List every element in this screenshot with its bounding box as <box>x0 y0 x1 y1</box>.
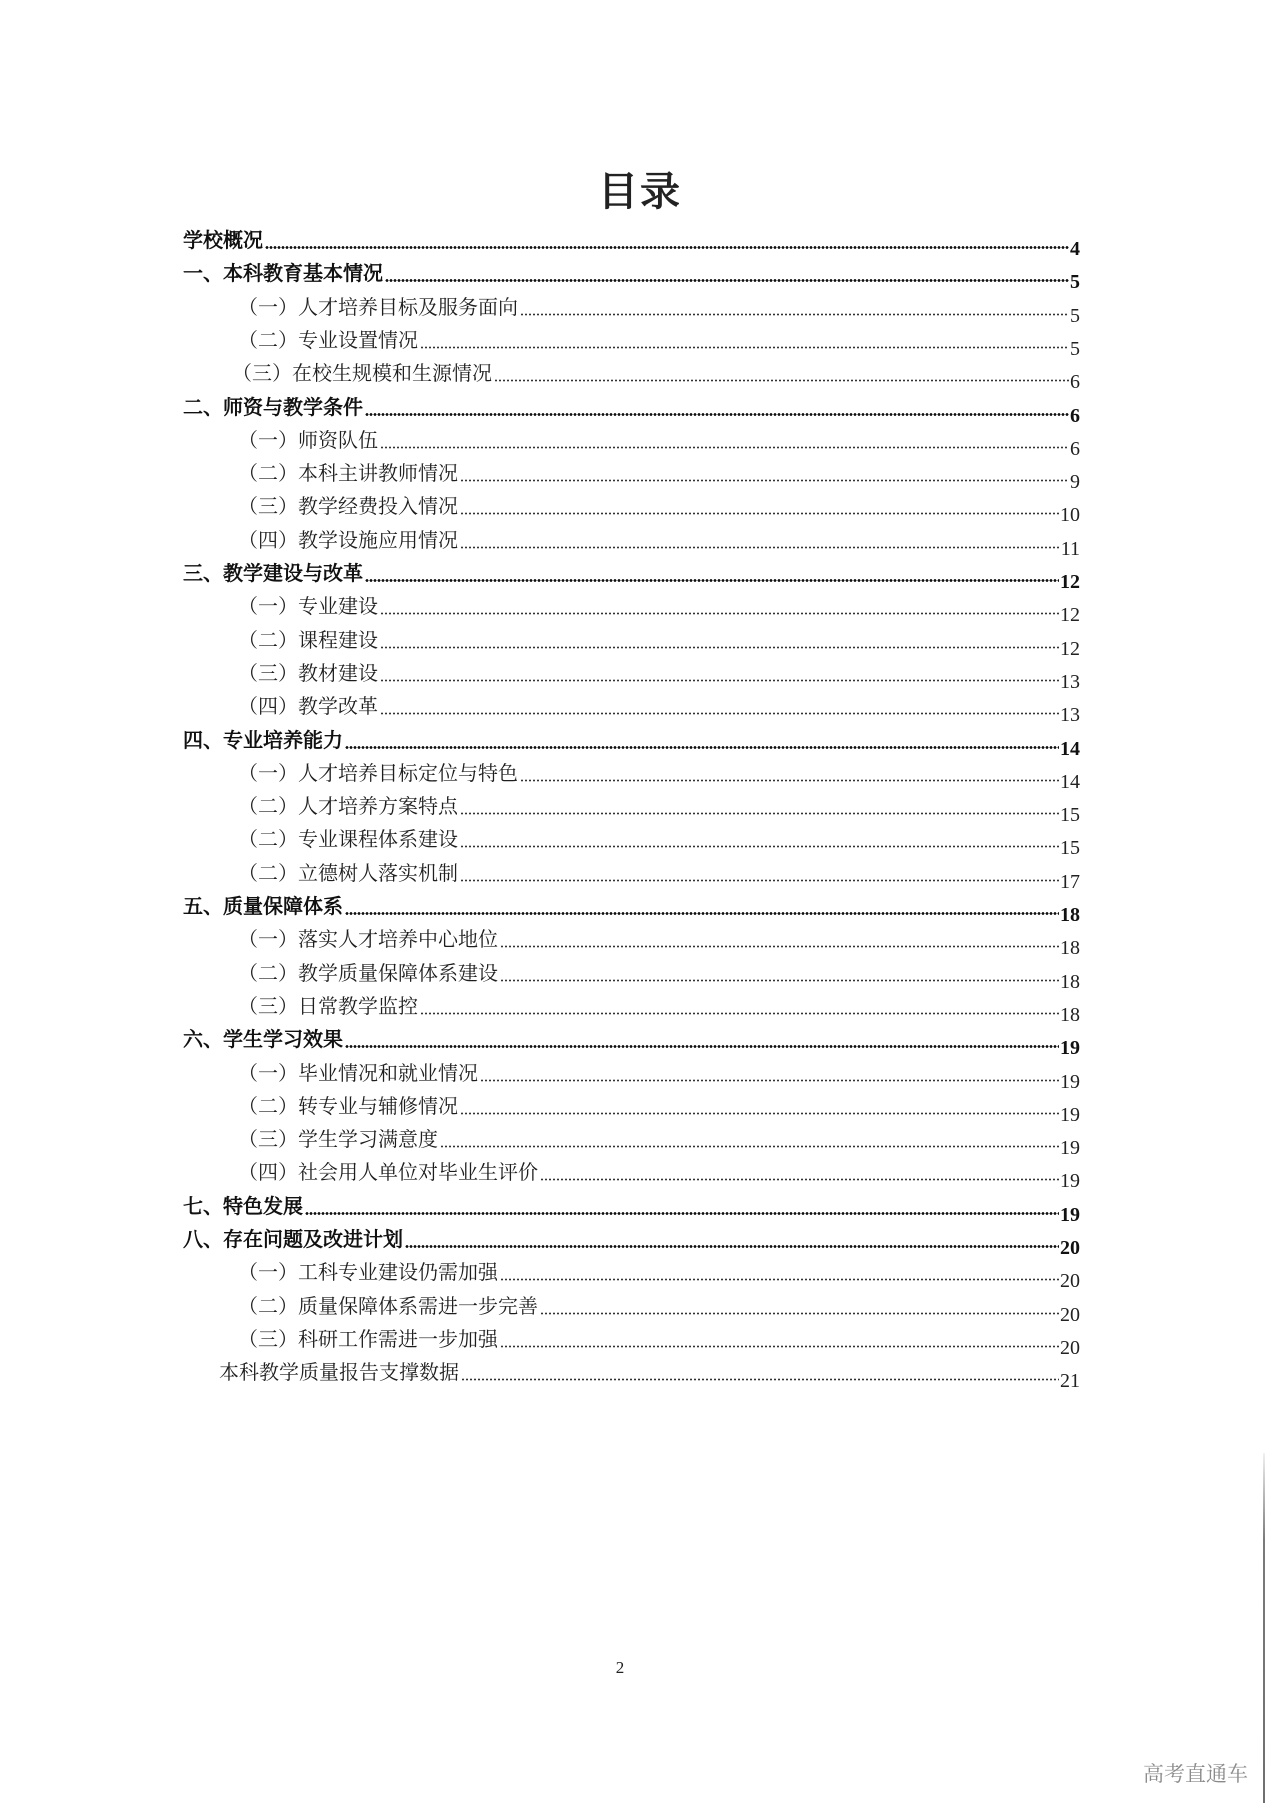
toc-entry-label: 本科教学质量报告支撑数据 <box>219 1360 459 1385</box>
toc-entry[interactable] <box>238 424 1080 460</box>
toc-entry-page: 13 <box>1060 670 1080 693</box>
toc-entry-page: 9 <box>1070 471 1080 494</box>
toc-entry-page: 4 <box>1070 238 1080 260</box>
dot-leader <box>460 879 1059 882</box>
dot-leader <box>405 1245 1059 1248</box>
toc-entry-page: 19 <box>1060 1070 1080 1093</box>
toc-entry[interactable] <box>183 557 1080 593</box>
toc-entry[interactable] <box>183 724 1080 760</box>
toc-entry-page: 18 <box>1060 1003 1080 1026</box>
dot-leader <box>460 845 1059 848</box>
toc-entry-page: 17 <box>1060 870 1080 893</box>
toc-entry-label: 二、师资与教学条件 <box>183 394 363 419</box>
toc-entry[interactable] <box>238 1290 1080 1326</box>
scan-edge-line <box>1263 1453 1265 1803</box>
toc-entry[interactable] <box>183 391 1080 427</box>
dot-leader <box>540 1312 1059 1315</box>
dot-leader <box>460 1112 1059 1115</box>
toc-entry-page: 19 <box>1060 1203 1080 1226</box>
dot-leader <box>265 246 1069 249</box>
toc-entry-label: 七、特色发展 <box>183 1193 303 1218</box>
toc-entry-page: 12 <box>1060 637 1080 660</box>
toc-entry-page: 20 <box>1060 1336 1080 1359</box>
watermark: 高考直通车 <box>1143 1762 1248 1786</box>
toc-entry-label: （三）日常教学监控 <box>238 993 418 1018</box>
toc-entry[interactable] <box>238 823 1080 860</box>
dot-leader <box>494 379 1069 382</box>
toc-entry-page: 15 <box>1060 837 1080 860</box>
toc-entry[interactable] <box>219 1356 1080 1393</box>
toc-entry[interactable] <box>238 1323 1080 1359</box>
toc-entry-label: （二）人才培养方案特点 <box>238 794 458 819</box>
dot-leader <box>345 746 1059 749</box>
dot-leader <box>460 812 1059 815</box>
toc-entry-page: 19 <box>1060 1103 1080 1126</box>
toc-entry[interactable] <box>238 1057 1080 1093</box>
toc-entry[interactable] <box>183 1190 1080 1226</box>
toc-entry-page: 20 <box>1060 1237 1080 1259</box>
toc-entry[interactable] <box>183 257 1080 294</box>
toc-entry-page: 19 <box>1060 1170 1080 1193</box>
toc-entry-page: 5 <box>1070 271 1080 294</box>
toc-entry[interactable] <box>238 590 1080 627</box>
toc-entry-label: （三）教学经费投入情况 <box>238 494 458 519</box>
dot-leader <box>500 1345 1059 1348</box>
toc-entry-page: 11 <box>1060 537 1080 560</box>
toc-entry[interactable] <box>238 690 1080 727</box>
dot-leader <box>365 579 1059 582</box>
toc-entry-label: 学校概况 <box>183 228 263 252</box>
toc-entry[interactable] <box>238 624 1080 660</box>
toc-entry-label: （二）本科主讲教师情况 <box>238 461 458 486</box>
toc-entry[interactable] <box>183 890 1080 926</box>
dot-leader <box>480 1079 1059 1082</box>
dot-leader <box>380 646 1059 649</box>
dot-leader <box>540 1178 1059 1181</box>
toc-entry-label: 五、质量保障体系 <box>183 894 343 918</box>
toc-entry[interactable] <box>238 990 1080 1026</box>
toc-entry-page: 5 <box>1070 337 1080 360</box>
toc-entry-label: （一）落实人才培养中心地位 <box>238 927 498 952</box>
dot-leader <box>380 446 1069 449</box>
toc-entry-label: 一、本科教育基本情况 <box>183 261 383 286</box>
toc-entry-label: （二）质量保障体系需进一步完善 <box>238 1293 538 1318</box>
toc-entry-page: 14 <box>1060 737 1080 760</box>
toc-entry[interactable] <box>238 857 1080 893</box>
toc-entry-page: 6 <box>1070 371 1080 394</box>
toc-entry-label: 六、学生学习效果 <box>183 1027 343 1052</box>
toc-entry-page: 10 <box>1060 504 1080 527</box>
toc-entry-label: 四、专业培养能力 <box>183 727 343 752</box>
toc-entry-page: 15 <box>1060 804 1080 827</box>
dot-leader <box>520 779 1059 782</box>
toc-entry-label: 三、教学建设与改革 <box>183 561 363 585</box>
toc-entry-page: 18 <box>1060 904 1080 926</box>
toc-entry-label: （四）教学改革 <box>238 694 378 719</box>
toc-entry-page: 6 <box>1070 437 1080 460</box>
toc-entry[interactable] <box>238 324 1080 360</box>
dot-leader <box>500 979 1059 982</box>
toc-entry[interactable] <box>183 224 1080 260</box>
toc-entry[interactable] <box>238 923 1080 960</box>
toc-entry-label: （三）科研工作需进一步加强 <box>238 1326 498 1351</box>
dot-leader <box>500 1278 1059 1281</box>
dot-leader <box>520 313 1069 316</box>
toc-entry[interactable] <box>238 1090 1080 1126</box>
toc-entry-page: 19 <box>1060 1037 1080 1060</box>
toc-entry[interactable] <box>183 1223 1080 1259</box>
toc-entry-page: 6 <box>1070 404 1080 427</box>
dot-leader <box>500 945 1059 948</box>
dot-leader <box>380 612 1059 615</box>
toc-entry-page: 13 <box>1060 704 1080 727</box>
toc-entry[interactable] <box>238 490 1080 527</box>
toc-entry[interactable] <box>238 1156 1080 1193</box>
toc-entry[interactable] <box>238 524 1080 560</box>
toc-entry[interactable] <box>238 657 1080 693</box>
dot-leader <box>380 679 1059 682</box>
toc-entry[interactable] <box>238 957 1080 993</box>
dot-leader <box>460 546 1060 549</box>
toc-entry-label: （一）毕业情况和就业情况 <box>238 1060 478 1085</box>
toc-entry[interactable] <box>238 291 1080 327</box>
dot-leader <box>365 413 1069 416</box>
toc-entry-label: （四）社会用人单位对毕业生评价 <box>238 1160 538 1185</box>
toc-entry-page: 19 <box>1060 1137 1080 1160</box>
toc-entry-label: （二）转专业与辅修情况 <box>238 1093 458 1118</box>
toc-entry-page: 21 <box>1060 1370 1080 1393</box>
toc-entry-page: 5 <box>1070 304 1080 327</box>
toc-entry[interactable] <box>183 1023 1080 1060</box>
toc-entry-page: 20 <box>1060 1270 1080 1293</box>
toc-entry-label: （四）教学设施应用情况 <box>238 527 458 552</box>
dot-leader <box>440 1145 1059 1148</box>
dot-leader <box>460 479 1069 482</box>
dot-leader <box>385 279 1069 282</box>
dot-leader <box>460 512 1059 515</box>
toc-entry-label: （一）工科专业建设仍需加强 <box>238 1260 498 1285</box>
toc-entry[interactable] <box>238 790 1080 827</box>
dot-leader <box>420 1012 1059 1015</box>
toc-entry-page: 18 <box>1060 937 1080 960</box>
toc-entry-label: （二）课程建设 <box>238 627 378 652</box>
toc-entry-page: 12 <box>1060 571 1080 593</box>
toc-entry-label: （一）师资队伍 <box>238 427 378 452</box>
toc-entry-label: 八、存在问题及改进计划 <box>183 1227 403 1251</box>
toc-entry-page: 12 <box>1060 604 1080 627</box>
dot-leader <box>345 912 1059 915</box>
toc-entry-label: （一）人才培养目标定位与特色 <box>238 760 518 785</box>
toc-entry-label: （三）学生学习满意度 <box>238 1127 438 1152</box>
page-title: 目录 <box>598 169 682 215</box>
toc-entry-label: （二）教学质量保障体系建设 <box>238 960 498 985</box>
toc-entry-label: （二）专业设置情况 <box>238 327 418 352</box>
dot-leader <box>420 346 1069 349</box>
dot-leader <box>305 1212 1059 1215</box>
toc-entry-page: 18 <box>1060 970 1080 993</box>
toc-entry-label: （三）教材建设 <box>238 660 378 685</box>
dot-leader <box>461 1378 1059 1381</box>
dot-leader <box>345 1045 1059 1048</box>
toc-entry[interactable] <box>232 357 1080 394</box>
dot-leader <box>380 712 1059 715</box>
toc-entry-label: （二）专业课程体系建设 <box>238 827 458 852</box>
toc-entry-label: （一）人才培养目标及服务面向 <box>238 294 518 319</box>
toc-entry-label: （二）立德树人落实机制 <box>238 860 458 885</box>
toc-entry[interactable] <box>238 457 1080 494</box>
toc-entry[interactable] <box>238 1123 1080 1160</box>
toc-entry[interactable] <box>238 757 1080 793</box>
toc-entry[interactable] <box>238 1256 1080 1293</box>
toc-entry-page: 14 <box>1060 770 1080 793</box>
toc-entry-label: （三）在校生规模和生源情况 <box>232 361 492 386</box>
page-number: 2 <box>615 1658 625 1677</box>
toc-entry-label: （一）专业建设 <box>238 594 378 619</box>
toc-entry-page: 20 <box>1060 1303 1080 1326</box>
